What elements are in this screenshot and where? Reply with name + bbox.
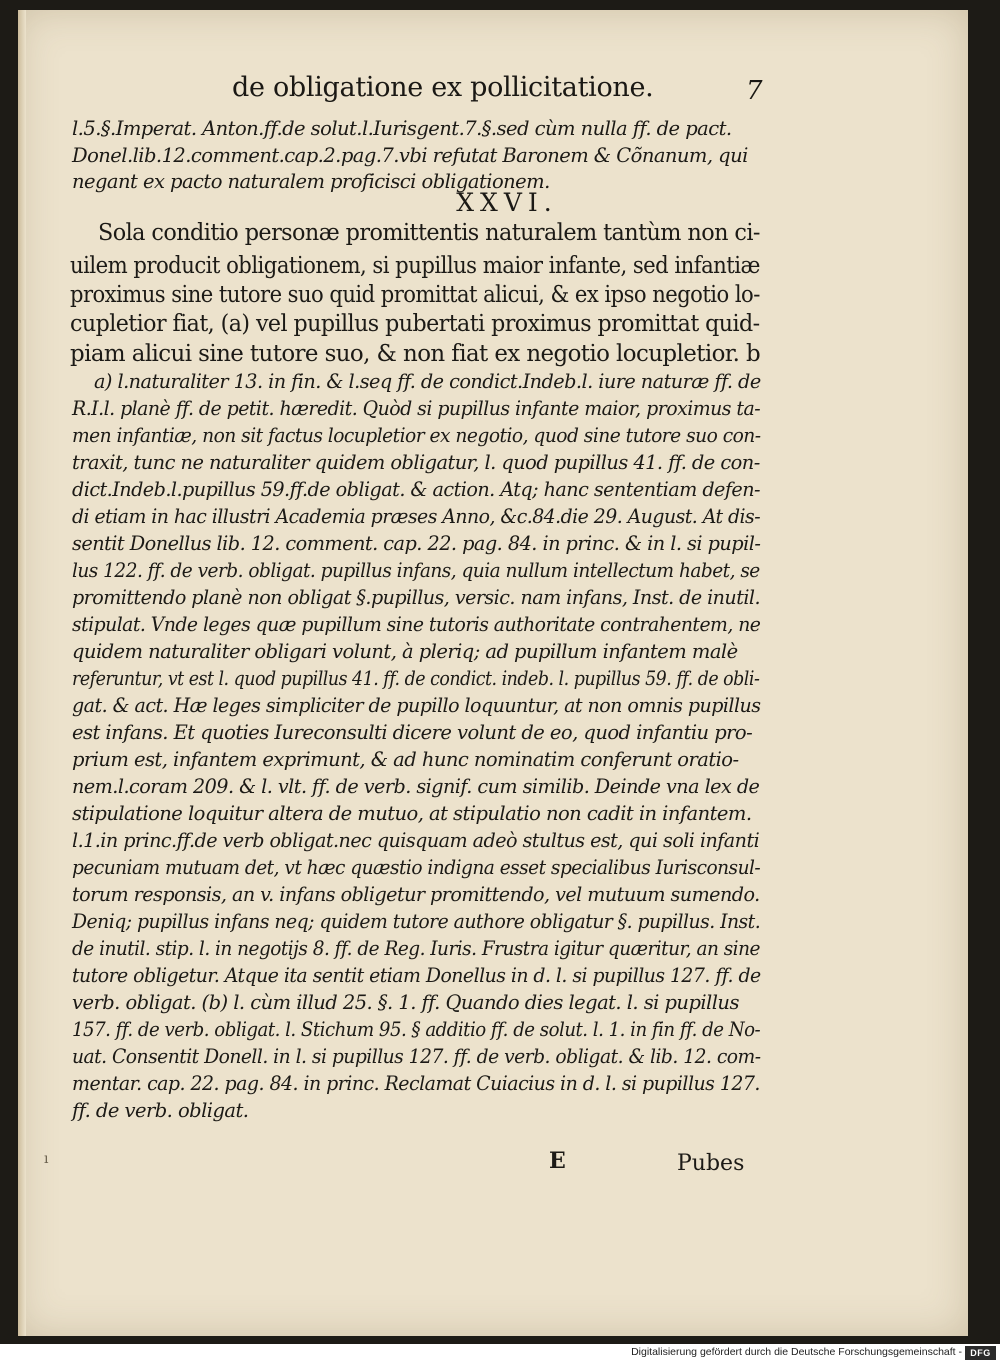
- note-line: Donel.lib.12.comment.cap.2.pag.7.vbi refutat Baronem & Cõnanum, qui: [72, 144, 748, 167]
- footnote-line: quidem naturaliter obligari volunt, à pleriq; ad pupillum infantem malè: [72, 640, 738, 663]
- footnote-line: stipulatione loquitur altera de mutuo, at stipulatio non cadit in infantem.: [72, 802, 752, 825]
- footnote-line: nem.l.coram 209. & l. vlt. ff. de verb. signif. cum similib. Deinde vna lex de: [72, 775, 760, 798]
- catchword: Pubes: [677, 1151, 745, 1176]
- footnote-line: ff. de verb. obligat.: [72, 1099, 249, 1122]
- footnote-line: dict.Indeb.l.pupillus 59.ff.de obligat. & action. Atq; hanc sententiam defen-: [72, 478, 760, 501]
- main-text-line: piam alicui sine tutore suo, & non fiat ex negotio locupletior. b: [70, 339, 761, 367]
- ink-mark: ı: [44, 1151, 49, 1167]
- signature-mark: E: [549, 1148, 566, 1174]
- footnote-line: l.1.in princ.ff.de verb obligat.nec quisquam adeò stultus est, qui soli infanti: [72, 829, 760, 852]
- digitization-footer: [0, 1344, 1000, 1363]
- main-text-line: cupletior fiat, (a) vel pupillus pubertati proximus promittat quid-: [70, 309, 760, 337]
- note-line: l.5.§.Imperat. Anton.ff.de solut.l.Iurisgent.7.§.sed cùm nulla ff. de pact.: [72, 117, 732, 140]
- footer-credit: Digitalisierung gefördert durch die Deutsche Forschungsgemeinschaft -: [631, 1346, 962, 1358]
- footnote-line: mentar. cap. 22. pag. 84. in princ. Reclamat Cuiacius in d. l. si pupillus 127.: [72, 1072, 760, 1095]
- footnote-line: est infans. Et quoties Iureconsulti dicere volunt de eo, quod infantiu pro-: [72, 721, 753, 744]
- footnote-line: tutore obligetur. Atque ita sentit etiam Donellus in d. l. si pupillus 127. ff. de: [72, 964, 761, 987]
- page-number: 7: [746, 76, 763, 106]
- footnote-line: a) l.naturaliter 13. in fin. & l.seq ff. de condict.Indeb.l. iure naturæ ff. de: [94, 370, 761, 393]
- note-line: negant ex pacto naturalem proficisci obligationem.: [72, 170, 550, 193]
- footnote-line: lus 122. ff. de verb. obligat. pupillus infans, quia nullum intellectum habet, se: [72, 559, 760, 582]
- dfg-logo: DFG: [965, 1346, 996, 1360]
- footnote-line: verb. obligat. (b) l. cùm illud 25. §. 1. ff. Quando dies legat. l. si pupillus: [72, 991, 739, 1014]
- footnote-line: R.I.l. planè ff. de petit. hæredit. Quòd si pupillus infante maior, proximus ta-: [72, 397, 761, 420]
- footnote-line: prium est, infantem exprimunt, & ad hunc nominatim conferunt oratio-: [72, 748, 739, 771]
- main-text-line: proximus sine tutore suo quid promittat alicui, & ex ipso negotio lo-: [70, 280, 760, 308]
- main-text-line: Sola conditio personæ promittentis naturalem tantùm non ci-: [98, 218, 760, 246]
- footnote-line: referuntur, vt est l. quod pupillus 41. ff. de condict. indeb. l. pupillus 59. ff. de obli-: [72, 667, 760, 690]
- footnote-line: 157. ff. de verb. obligat. l. Stichum 95. § additio ff. de solut. l. 1. in fin ff. de No-: [72, 1018, 761, 1041]
- footnote-line: stipulat. Vnde leges quæ pupillum sine tutoris authoritate contrahentem, ne: [72, 613, 761, 636]
- footnote-line: promittendo planè non obligat §.pupillus, versic. nam infans, Inst. de inutil.: [72, 586, 760, 609]
- footnote-line: de inutil. stip. l. in negotijs 8. ff. de Reg. Iuris. Frustra igitur quæritur, an sine: [72, 937, 760, 960]
- footnote-line: traxit, tunc ne naturaliter quidem obligatur, l. quod pupillus 41. ff. de con-: [72, 451, 760, 474]
- footnote-line: men infantiæ, non sit factus locupletior ex negotio, quod sine tutore suo con-: [72, 424, 761, 447]
- running-title: de obligatione ex pollicitatione.: [232, 72, 654, 103]
- footnote-line: gat. & act. Hæ leges simpliciter de pupillo loquuntur, at non omnis pupillus: [72, 694, 761, 717]
- footnote-line: pecuniam mutuam det, vt hæc quæstio indigna esset specialibus Iurisconsul-: [72, 856, 761, 879]
- section-heading: XXVI.: [456, 188, 558, 217]
- footnote-line: torum responsis, an v. infans obligetur promittendo, vel mutuum sumendo.: [72, 883, 760, 906]
- footnote-line: uat. Consentit Donell. in l. si pupillus 127. ff. de verb. obligat. & lib. 12. com-: [72, 1045, 761, 1068]
- footnote-line: di etiam in hac illustri Academia præses Anno, &c.84.die 29. August. At dis-: [72, 505, 761, 528]
- footnote-line: Deniq; pupillus infans neq; quidem tutore authore obligatur §. pupillus. Inst.: [72, 910, 761, 933]
- page-header: [0, 68, 1000, 108]
- footnote-line: sentit Donellus lib. 12. comment. cap. 22. pag. 84. in princ. & in l. si pupil-: [72, 532, 761, 555]
- main-text-line: uilem producit obligationem, si pupillus maior infante, sed infantiæ: [70, 251, 760, 279]
